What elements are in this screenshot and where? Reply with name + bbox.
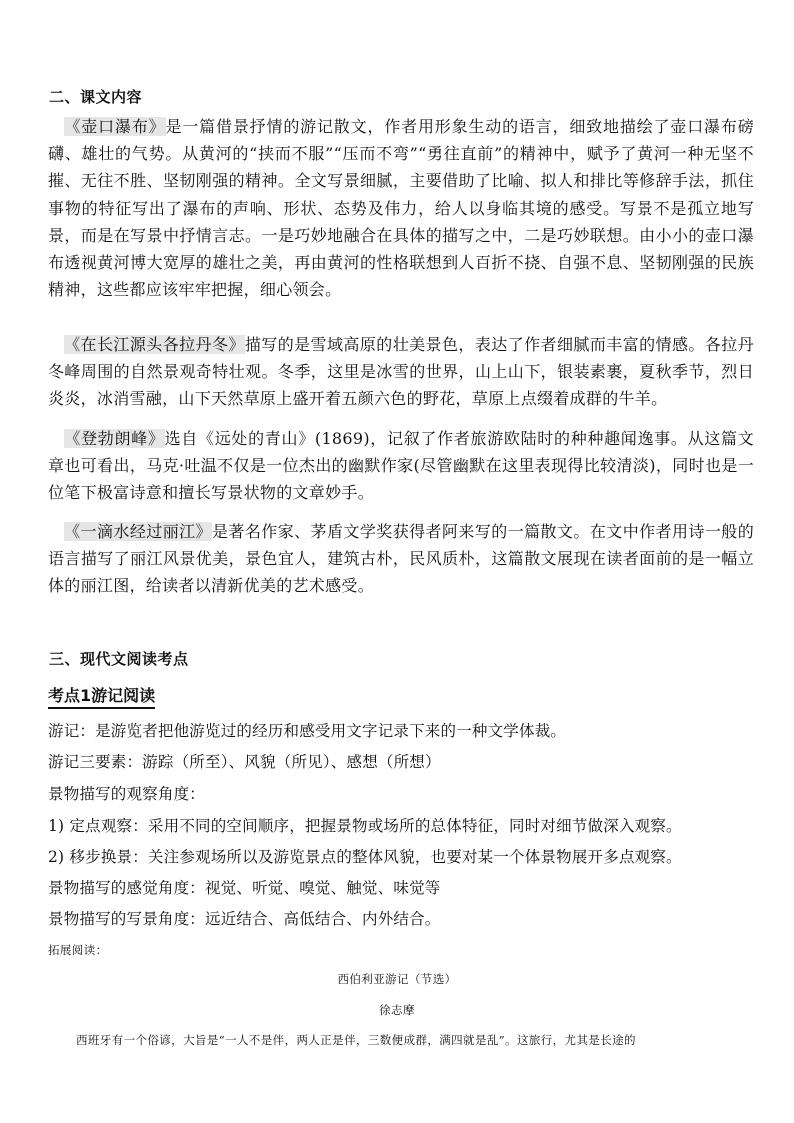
extended-reading-author: 徐志摩 (379, 1003, 415, 1017)
extended-reading-first-line: 西班牙有一个俗谚，大旨是“一人不是伴，两人正是伴，三数便成群，满四就是乱”。这旅行，尤其是长途的 (76, 1033, 636, 1047)
title-mont-blanc: 《登勃朗峰》 (64, 429, 165, 448)
paragraph-hukou-waterfall (48, 113, 754, 303)
title-lijiang: 《一滴水经过丽江》 (64, 522, 212, 541)
definition-line-scenery-angles: 景物描写的写景角度：远近结合、高低结合、内外结合。 (48, 910, 441, 928)
section-2-heading: 二、课文内容 (49, 88, 143, 106)
extended-reading-label: 拓展阅读： (48, 943, 108, 957)
paragraph-mont-blanc-body: 选自《远处的青山》(1869)，记叙了作者旅游欧陆时的种种趣闻逸事。从这篇文章也可看出，马克·吐温不仅是一位杰出的幽默作家(尽管幽默在这里表现得比较清淡)，同时也是一位笔下极富诗意和擅长写景状物的文章妙手。 (48, 429, 754, 503)
extended-reading-title: 西伯利亚游记（节选） (337, 972, 457, 986)
definition-line-youji: 游记：是游览者把他游览过的经历和感受用文字记录下来的一种文学体裁。 (48, 722, 567, 740)
kaodian-1-title: 考点1游记阅读 (48, 683, 155, 709)
list-item-fixed-point: 1) 定点观察：采用不同的空间顺序，把握景物或场所的总体特征，同时对细节做深入观察。 (48, 817, 682, 835)
paragraph-hukou-body: 是一篇借景抒情的游记散文，作者用形象生动的语言，细致地描绘了壶口瀑布磅礴、雄壮的气势。从黄河的“挟而不服”“压而不弯”“勇往直前”的精神中，赋予了黄河一种无坚不摧、无往不胜、坚韧刚强的精神。全文写景细腻，主要借助了比喻、拟人和排比等修辞手法，抓住事物的特征写出了瀑布的声响、形状、态势及伟力，给人以身临其境的感受。写景不是孤立地写景，而是在写景中抒情言志。一是巧妙地融合在具体的描写之中，二是巧妙联想。由小小的壶口瀑布透视黄河博大宽厚的雄壮之美，再由黄河的性格联想到人百折不挠、自强不息、坚韧刚强的民族精神，这些都应该牢牢把握，细心领会。 (48, 117, 754, 300)
paragraph-mont-blanc (48, 425, 754, 507)
title-hukou-waterfall: 《壶口瀑布》 (64, 117, 166, 136)
definition-line-three-elements: 游记三要素：游踪（所至）、风貌（所见）、感想（所想） (48, 753, 441, 771)
definition-line-senses: 景物描写的感觉角度：视觉、听觉、嗅觉、触觉、味觉等 (48, 879, 441, 897)
paragraph-geladandong-body: 描写的是雪域高原的壮美景色，表达了作者细腻而丰富的情感。各拉丹冬峰周围的自然景观奇特壮观。冬季，这里是冰雪的世界，山上山下，银装素裹，夏秋季节，烈日炎炎，冰消雪融，山下天然草原上盛开着五颜六色的野花，草原上点缀着成群的牛羊。 (48, 335, 754, 409)
paragraph-lijiang (48, 518, 754, 600)
paragraph-lijiang-body: 是著名作家、茅盾文学奖获得者阿来写的一篇散文。在文中作者用诗一般的语言描写了丽江风景优美，景色宜人，建筑古朴，民风质朴，这篇散文展现在读者面前的是一幅立体的丽江图，给读者以清新优美的艺术感受。 (48, 522, 754, 596)
paragraph-geladandong (48, 331, 754, 413)
list-item-moving-view: 2) 移步换景：关注参观场所以及游览景点的整体风貌，也要对某一个体景物展开多点观察。 (48, 848, 682, 866)
definition-line-observation: 景物描写的观察角度： (48, 785, 206, 803)
title-geladandong: 《在长江源头各拉丹冬》 (64, 335, 245, 354)
section-3-heading: 三、现代文阅读考点 (49, 650, 189, 668)
